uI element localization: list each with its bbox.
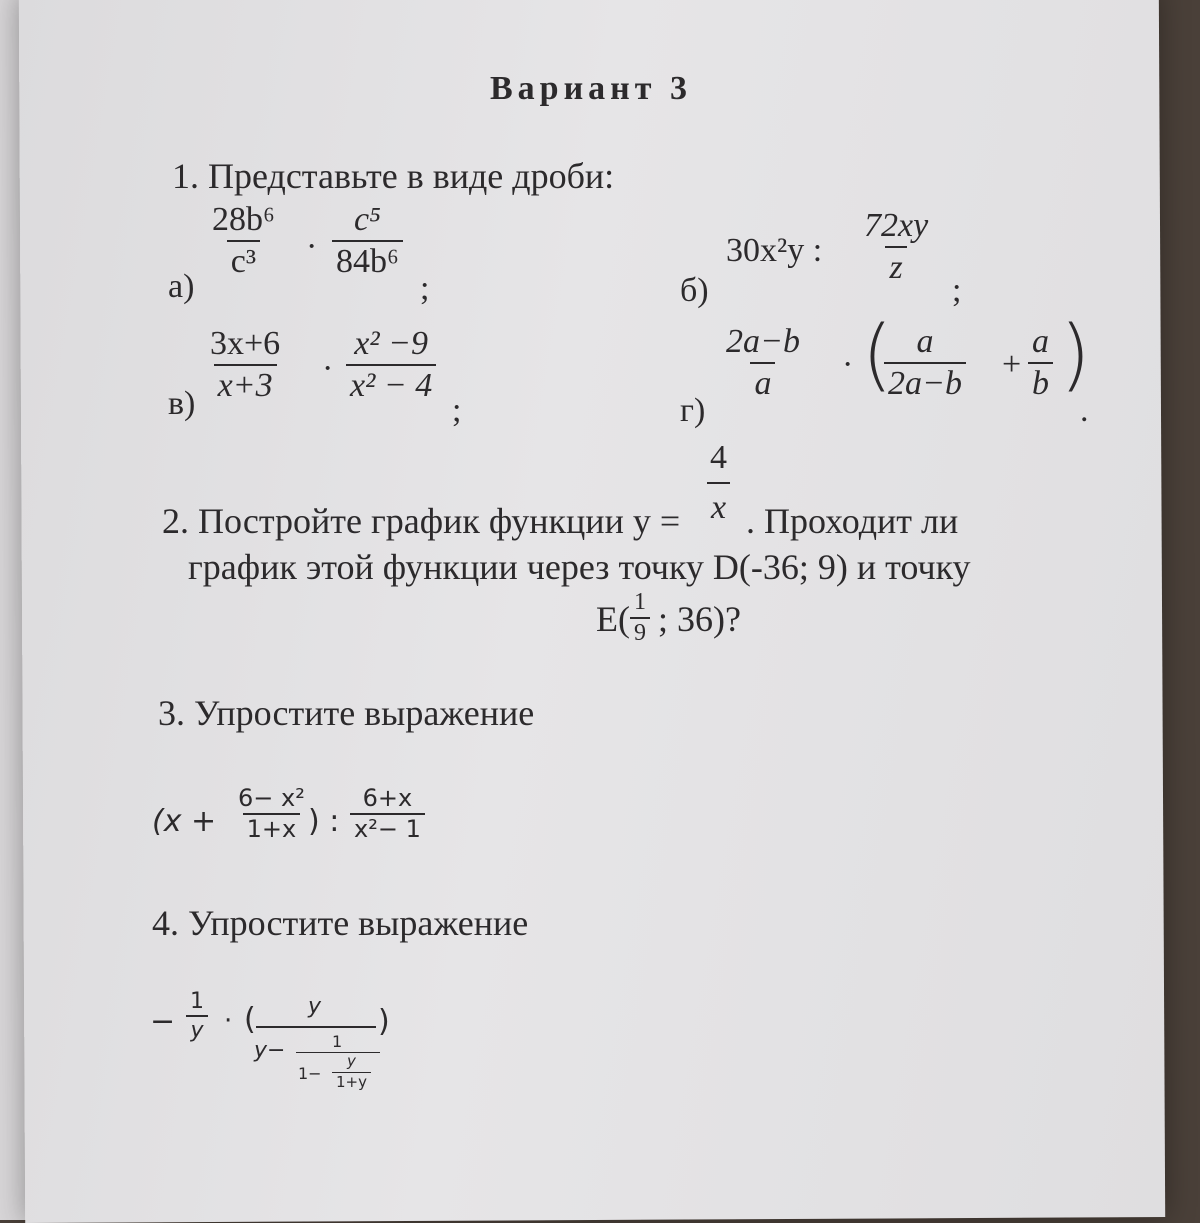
fraction-denominator: 9 (630, 617, 650, 646)
fraction-denominator: x²− 1 (350, 813, 425, 842)
task-3-heading: 3. Упростите выражение (158, 693, 535, 733)
task-4-innermost-fraction (332, 1054, 371, 1091)
fraction-numerator: 2a−b (726, 323, 800, 360)
fraction-denominator: 1+y (332, 1072, 371, 1091)
fraction-numerator: 4 (710, 439, 727, 476)
fraction-numerator: a (916, 323, 934, 360)
task-1v-fraction-1 (206, 326, 284, 403)
task-1a-semicolon: ; (420, 270, 430, 307)
task-2-line-1b: . Проходит ли (746, 501, 959, 541)
fraction-numerator: x² −9 (354, 325, 428, 362)
fraction-numerator: 72xy (864, 207, 929, 244)
task-3-fraction-1 (234, 786, 309, 842)
task-1v-semicolon: ; (452, 392, 462, 429)
task-3-fraction-2 (350, 786, 425, 842)
task-1b-fraction (860, 208, 932, 285)
fraction-denominator: x+3 (214, 364, 277, 404)
task-1g-period: . (1080, 392, 1089, 429)
task-1b-semicolon: ; (952, 272, 962, 309)
task-2-point-e-fraction (630, 590, 650, 646)
fraction-numerator: 6+x (362, 784, 413, 812)
task-1g-label: г) (680, 392, 706, 429)
task-1g-fraction-3 (1028, 324, 1053, 401)
task-1a-label: а) (168, 268, 195, 305)
task-1-heading: 1. Представьте в виде дроби: (172, 156, 615, 196)
task-1a-fraction-2 (332, 202, 403, 279)
task-4-right-paren: ) (378, 1004, 390, 1039)
fraction-numerator: c⁵ (353, 201, 381, 238)
task-1b-label: б) (680, 272, 709, 309)
fraction-numerator: y (347, 1052, 356, 1070)
task-1a-multiply: · (306, 228, 318, 265)
fraction-numerator: 1 (634, 589, 646, 615)
task-2-point-e-suffix: ; 36)? (658, 599, 741, 639)
task-4-minus: − (150, 1004, 176, 1039)
task-1g-right-paren: ) (1060, 310, 1091, 400)
task-4-outer-denominator-prefix: y− (254, 1038, 286, 1063)
task-1v-label: в) (168, 385, 196, 422)
fraction-numerator: a (1032, 323, 1049, 360)
task-4-multiply: · (224, 1006, 233, 1036)
task-1v-multiply: · (322, 350, 334, 387)
task-4-fraction-1 (186, 990, 208, 1042)
task-4-left-paren: ( (244, 1002, 256, 1037)
task-1g-fraction-2 (884, 324, 966, 401)
task-2-line-1a: 2. Постройте график функции y = (162, 501, 681, 541)
task-4-heading: 4. Упростите выражение (152, 903, 529, 943)
task-4-outer-fraction-bar (256, 1026, 376, 1028)
task-3-close: ) : (308, 804, 340, 839)
fraction-denominator: x (707, 482, 730, 526)
task-2-line-2: график этой функции через точку D(-36; 9) и точку (188, 547, 971, 587)
fraction-denominator: 1+x (243, 813, 301, 842)
fraction-denominator: c³ (227, 240, 260, 280)
fraction-denominator: z (885, 246, 906, 286)
fraction-denominator: a (750, 362, 775, 402)
task-2-function-fraction (706, 440, 731, 525)
task-1g-plus: + (1002, 346, 1022, 383)
task-4-inner-fraction-bar (296, 1052, 380, 1053)
task-1g-multiply: · (842, 346, 854, 383)
fraction-numerator: 28b⁶ (212, 201, 275, 238)
task-4-inner-numerator: 1 (332, 1032, 343, 1051)
fraction-denominator: 2a−b (884, 362, 966, 402)
task-4-outer-numerator: y (308, 994, 322, 1019)
task-1b-lhs: 30x²y : (726, 232, 823, 269)
fraction-numerator: 1 (190, 989, 204, 1014)
variant-title: Вариант 3 (490, 70, 692, 107)
task-1v-fraction-2 (346, 326, 436, 403)
task-3-open: (x + (152, 804, 217, 839)
fraction-denominator: b (1028, 362, 1053, 402)
task-1g-left-paren: ( (862, 310, 893, 400)
fraction-denominator: x² − 4 (346, 364, 436, 404)
task-1a-fraction-1 (208, 202, 279, 279)
task-1g-fraction-1 (722, 324, 804, 401)
fraction-denominator: y (186, 1015, 207, 1042)
fraction-numerator: 6− x² (238, 784, 305, 812)
fraction-numerator: 3x+6 (210, 325, 281, 362)
task-2-point-e-prefix: E( (596, 599, 630, 639)
fraction-denominator: 84b⁶ (332, 240, 403, 280)
task-4-inner-denominator-prefix: 1− (298, 1064, 322, 1083)
